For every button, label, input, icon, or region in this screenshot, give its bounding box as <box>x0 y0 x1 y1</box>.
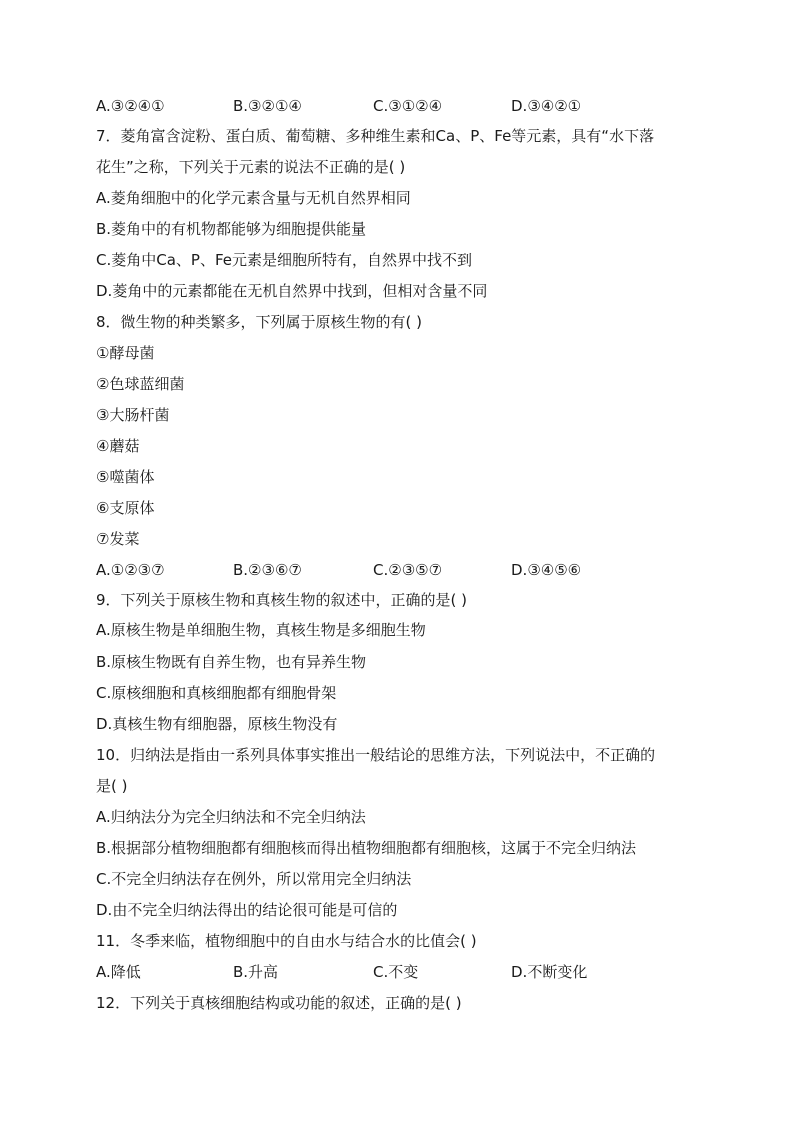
q6-option-d: D.③④②① <box>511 97 582 115</box>
q12-stem: 12．下列关于真核细胞结构或功能的叙述，正确的是( ) <box>96 994 462 1012</box>
q8-item-4: ④蘑菇 <box>96 437 140 455</box>
q10-option-b: B.根据部分植物细胞都有细胞核而得出植物细胞都有细胞核，这属于不完全归纳法 <box>96 839 637 857</box>
q7-stem-line-2: 花生”之称，下列关于元素的说法不正确的是( ) <box>96 158 406 176</box>
q8-item-5: ⑤噬菌体 <box>96 468 155 486</box>
q9-option-d: D.真核生物有细胞器，原核生物没有 <box>96 715 338 733</box>
q10-option-d: D.由不完全归纳法得出的结论很可能是可信的 <box>96 901 398 919</box>
q8-item-3: ③大肠杆菌 <box>96 406 170 424</box>
q7-option-d: D.菱角中的元素都能在无机自然界中找到，但相对含量不同 <box>96 282 488 300</box>
q6-option-a: A.③②④① <box>96 97 165 115</box>
q7-option-b: B.菱角中的有机物都能够为细胞提供能量 <box>96 220 367 238</box>
q10-option-a: A.归纳法分为完全归纳法和不完全归纳法 <box>96 808 366 826</box>
q9-option-b: B.原核生物既有自养生物，也有异养生物 <box>96 653 367 671</box>
q10-stem-line-2: 是( ) <box>96 777 128 795</box>
q8-option-c: C.②③⑤⑦ <box>373 561 443 579</box>
q6-option-b: B.③②①④ <box>233 97 302 115</box>
q11-option-a: A.降低 <box>96 963 141 981</box>
q8-option-b: B.②③⑥⑦ <box>233 561 302 579</box>
q11-stem: 11．冬季来临，植物细胞中的自由水与结合水的比值会( ) <box>96 932 477 950</box>
q10-stem-line-1: 10．归纳法是指由一系列具体事实推出一般结论的思维方法，下列说法中，不正确的 <box>96 746 656 764</box>
q7-stem-line-1: 7．菱角富含淀粉、蛋白质、葡萄糖、多种维生素和Ca、P、Fe等元素，具有“水下落 <box>96 127 655 145</box>
q9-option-a: A.原核生物是单细胞生物，真核生物是多细胞生物 <box>96 621 426 639</box>
q7-option-a: A.菱角细胞中的化学元素含量与无机自然界相同 <box>96 189 411 207</box>
q6-option-c: C.③①②④ <box>373 97 443 115</box>
q11-option-c: C.不变 <box>373 963 419 981</box>
q8-item-7: ⑦发菜 <box>96 530 140 548</box>
q8-option-a: A.①②③⑦ <box>96 561 165 579</box>
q11-option-d: D.不断变化 <box>511 963 588 981</box>
q8-item-1: ①酵母菌 <box>96 344 155 362</box>
q10-option-c: C.不完全归纳法存在例外，所以常用完全归纳法 <box>96 870 412 888</box>
q9-stem: 9．下列关于原核生物和真核生物的叙述中，正确的是( ) <box>96 591 468 609</box>
q7-option-c: C.菱角中Ca、P、Fe元素是细胞所特有，自然界中找不到 <box>96 251 472 269</box>
q8-option-d: D.③④⑤⑥ <box>511 561 582 579</box>
q11-option-b: B.升高 <box>233 963 279 981</box>
q8-stem: 8．微生物的种类繁多，下列属于原核生物的有( ) <box>96 313 423 331</box>
q8-item-6: ⑥支原体 <box>96 499 155 517</box>
q8-item-2: ②色球蓝细菌 <box>96 375 185 393</box>
q9-option-c: C.原核细胞和真核细胞都有细胞骨架 <box>96 684 337 702</box>
